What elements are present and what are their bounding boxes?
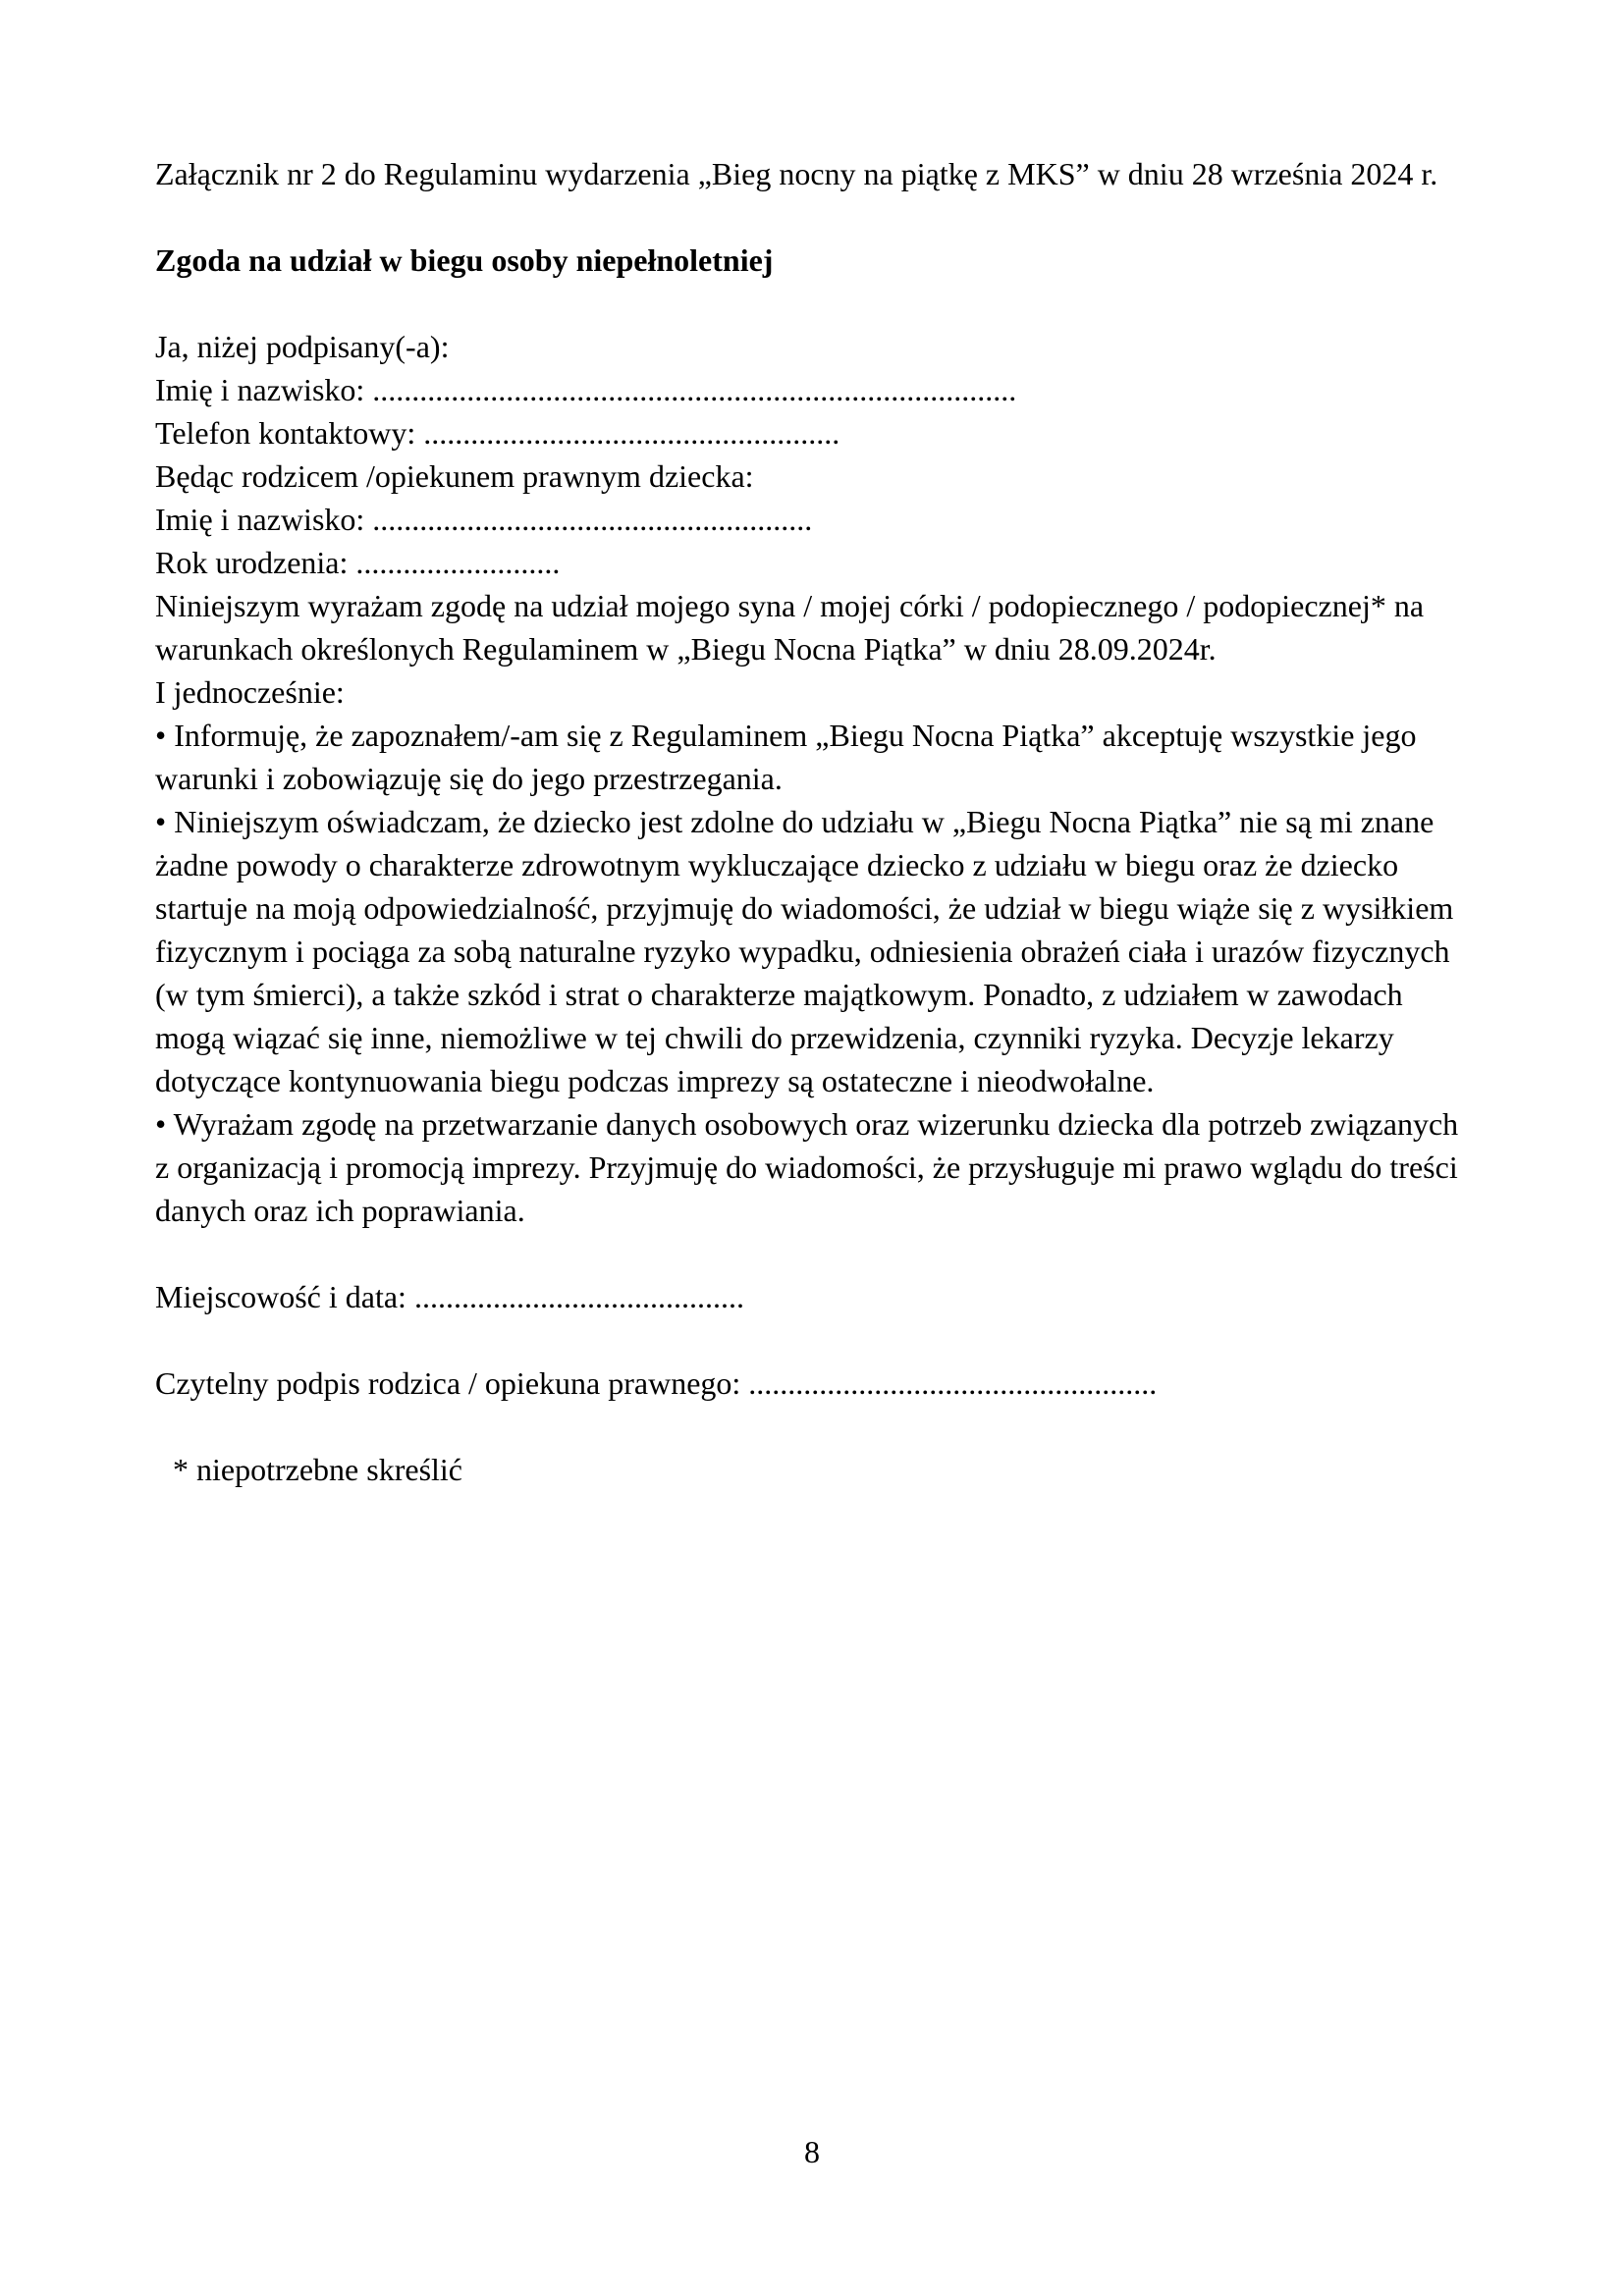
birth-year-field: Rok urodzenia: ..........................	[155, 545, 561, 580]
phone-field: Telefon kontaktowy: .....................................................	[155, 415, 840, 451]
signature-field: Czytelny podpis rodzica / opiekuna prawnego: ....................................................	[155, 1365, 1158, 1401]
attachment-header: Załącznik nr 2 do Regulaminu wydarzenia „Bieg nocny na piątkę z MKS” w dniu 28 września 2024 r.	[155, 156, 1438, 191]
footnote: * niepotrzebne skreślić	[173, 1452, 462, 1487]
bullet-item: • Wyrażam zgodę na przetwarzanie danych osobowych oraz wizerunku dziecka dla potrzeb związanych z organizacją i promocją imprezy. Przyjmuję do wiadomości, że przysługuje mi prawo wglądu do treści danych oraz ich poprawiania.	[155, 1106, 1459, 1228]
signer-form	[155, 325, 1471, 584]
page-number: 8	[804, 2134, 820, 2169]
bullet-item: • Informuję, że zapoznałem/-am się z Regulaminem „Biegu Nocna Piątka” akceptuję wszystkie jego warunki i zobowiązuję się do jego przestrzegania.	[155, 718, 1417, 796]
consent-paragraph: Niniejszym wyrażam zgodę na udział mojego syna / mojej córki / podopiecznego / podopiecznej* na warunkach określonych Regulaminem w „Biegu Nocna Piątka” w dniu 28.09.2024r.	[155, 588, 1425, 667]
also-line: I jednocześnie:	[155, 674, 345, 710]
guardian-statement: Będąc rodzicem /opiekunem prawnym dziecka:	[155, 458, 754, 494]
bullet-item: • Niniejszym oświadczam, że dziecko jest zdolne do udziału w „Biegu Nocna Piątka” nie są mi znane żadne powody o charakterze zdrowotnym wykluczające dziecko z udziału w biegu oraz że dziecko startuje na moją odpowiedzialność, przyjmuję do wiadomości, że udział w biegu wiąże się z wysiłkiem fizycznym i pociąga za sobą naturalne ryzyko wypadku, odniesienia obrażeń ciała i urazów fizycznych (w tym śmierci), a także szkód i strat o charakterze majątkowym. Ponadto, z udziałem w zawodach mogą wiązać się inne, niemożliwe w tej chwili do przewidzenia, czynniki ryzyka. Decyzje lekarzy dotyczące kontynuowania biegu podczas imprezy są ostateczne i nieodwołalne.	[155, 804, 1454, 1098]
parent-name-field: Imię i nazwisko: ..................................................................................	[155, 372, 1017, 407]
child-name-field: Imię i nazwisko: ........................................................	[155, 502, 813, 537]
signer-intro: Ja, niżej podpisany(-a):	[155, 329, 450, 364]
place-date-field: Miejscowość i data: ..........................................	[155, 1279, 744, 1314]
document-title: Zgoda na udział w biegu osoby niepełnoletniej	[155, 242, 774, 278]
document-content	[155, 152, 1471, 1491]
